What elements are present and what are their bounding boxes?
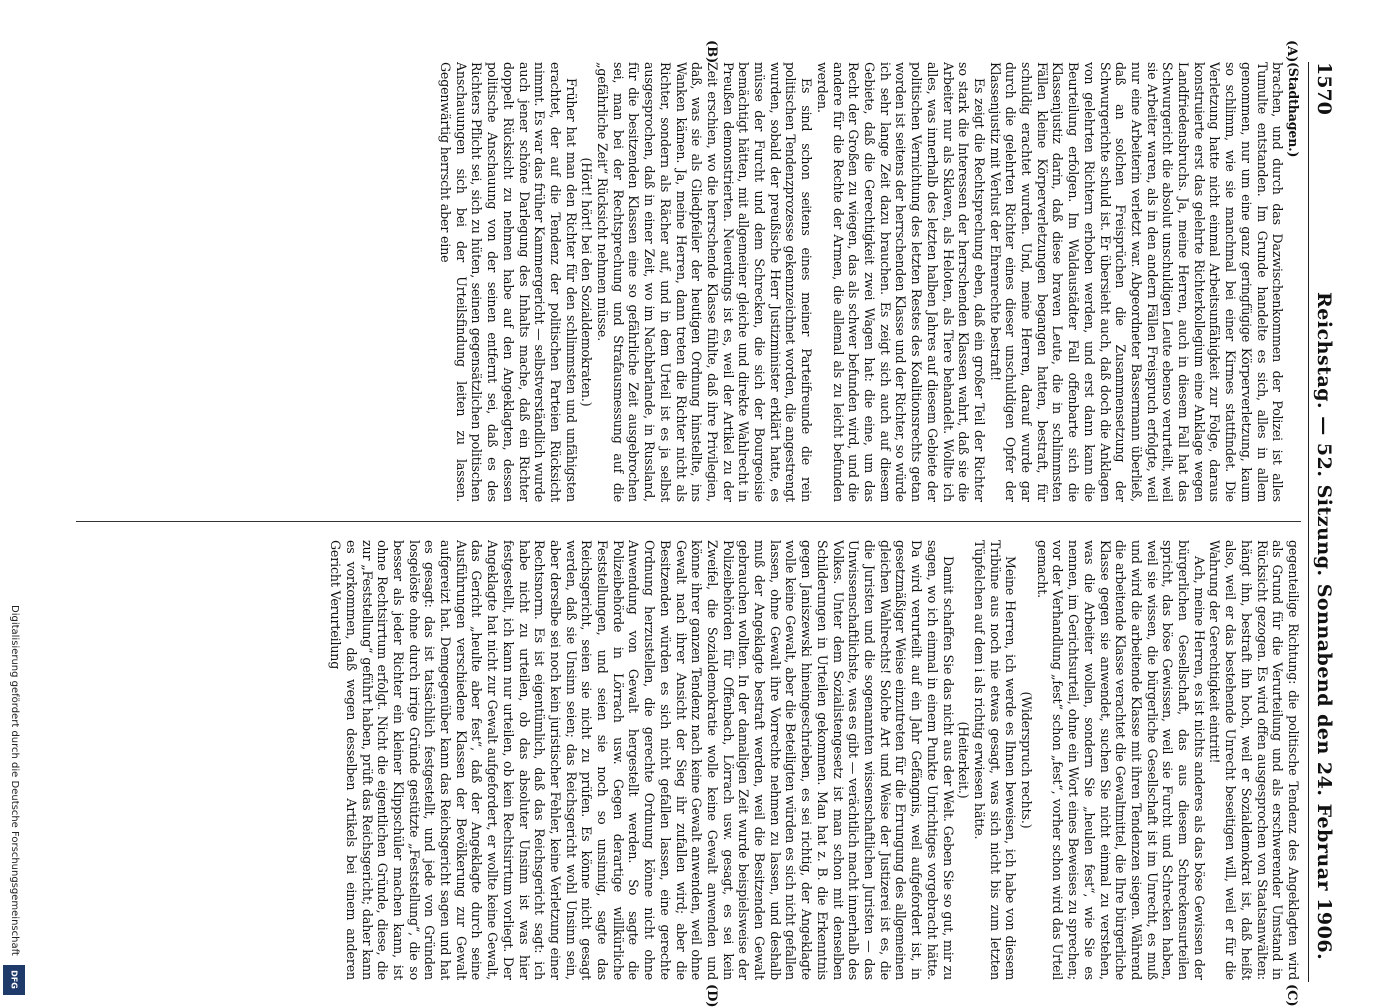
paragraph: Früher hat man den Richter für den schlimmsten und unfähigsten erachtet, der auf die Tendenz der politischen Parteien Rücksicht nimmt. Es war das früher Kammergericht — selbstverständlich wurde auch jener schöne Darlegung des Inhalts mache, daß ein Richter doppelt Rücksicht zu nehmen habe auf den Angeklagten, dessen politische Anschauung von der seinen entfernt sei, daß es des Richters Pflicht sei, sich zu hüten, seinen gegensätzlichen politischen Anschauungen sich bei der Urteilsfindung leiten zu lassen. Gegenwärtig herrscht aber eine [438, 62, 579, 502]
dfg-logo [3, 965, 25, 995]
paragraph: brachen, und durch das Dazwischenkommen der Polizei ist alles Tumulte entstanden. Im Grunde handelte es sich, alles in allem genommen, nur um eine ganz geringfügige Körperverletzung, kaum so schlimm, wie sie manchmal bei einer Kirmes stattfindet. Die Verletzung hatte nicht einmal Arbeitsunfähigkeit zur Folge, daraus konstruierte erst das gelehrte Richterkollegium eine Anklage wegen Landfriedensbruchs. Ja, meine Herren, auch in diesem Fall hat das Schwurgericht die absolut unschuldigen Leute ebenso verurteilt, weil sie Arbeiter waren, als in den andern Fällen Freispruch erfolgte, weil nur eine Arbeiterin verletzt war. Abgeordneter Bassermann überließ, daß an solchen Freisprüchen die Zusammensetzung der Schwurgerichte schuld ist. Er übersieht auch, daß doch die Anklagen von gelehrten Richtern erhoben werden, und erst dann kann die Beurteilung erfolgen. Im Waldaustädter Fall offenbarte sich die Klassenjustiz darin, daß diese braven Leute, die in schlimmsten Fällen kleine Körperverletzungen begangen hatten, bestraft, für schuldig erachtet wurden. Und, meine Herren, darauf wurde gar durch die gelehrten Richter eines dieser unschuldigen Opfer der Klassenjustiz mit Verlust der Ehrenrechte bestraft! [987, 62, 1286, 502]
credit-text: Digitalisierung gefördert durch die Deutsche Forschungsgemeinschaft [9, 605, 20, 956]
left-column [76, 62, 1301, 502]
right-column [76, 540, 1301, 980]
interjection: (Heiterkeit.) [956, 721, 972, 799]
margin-marker-d: (D) [704, 984, 719, 1008]
speaker-name: (Stadthagen.) [1286, 62, 1301, 158]
digitization-credit [8, 605, 22, 995]
interjection: (Widerspruch rechts.) [1019, 691, 1035, 829]
paragraph: gegenteilige Richtung: die politische Tendenz des Angeklagten wird als Grund für die Verurteilung und als erschwerender Umstand in Rücksicht gezogen. Es wird offen ausgesprochen von Staatsanwälten: hängt ihn, bestraft ihn hoch, weil er Sozialdemokrat ist, daß heißt also, weil er das bestehende Unrecht beseitigen will, weil er für die Wahrung der Gerechtigkeit eintritt! [1207, 540, 1301, 980]
document-page [71, 40, 1339, 1008]
paragraph: Es sind schon seitens eines meiner Parteifreunde die rein politischen Tendenzprozesse gekennzeichnet worden, die angestrengt wurden, sobald der preußische Herr Justizminister erklärt hatte, es müsse der Furcht und dem Schrecken, die sich der Bourgeoisie bemächtigt hätten, mit allgemeiner gleiche und direkte Wahlrecht in Preußen demonstrierten. Neuerdings ist es, weil der Artikel zu der Zeit erschien, wo die herrschende Klasse fühlte, daß ihre Privilegien, daß, was sie als Gliedpfeiler der heutigen Ordnung hinstellte, ins Wanken kämen. Ja, meine Herren, dann treten die Richter nicht als Richter, sondern als Rächer auf, und in dem Urteil ist es ja selbst ausgesprochen, daß in einer Zeit, wo im Nachbarlande, in Russland, für die besitzenden Klassen eine so gefährliche Zeit ausgebrochen sei, man bei der Rechtsprechung und Strafausmessung auf die „gefährliche Zeit“ Rücksicht nehmen müsse. [595, 62, 815, 502]
page-number: 1570 [1313, 62, 1335, 115]
margin-marker-c: (C) [1284, 984, 1299, 1007]
paragraph: Damit schaffen Sie das nicht aus der Welt. Geben Sie so gut, mir zu sagen, wo ich einmal in einem Punkte Unrichtiges vorgebracht hätte. Da wird verurteilt auf ein Jahr Gefängnis, weil aufgefordert ist, in gesetzmäßiger Weise einzutreten für die Errungung des allgemeinen gleichen Wahlrechts! Solche Art und Weise der Justizerei ist es, die die Juristen und die sogenannten wissenschaftlichen Juristen — das Unwissenschaftlichste, was es gibt — verächtlich macht innerhalb des Volkes. Unter dem Sozialistengesetz ist man schon mit denselben Schilderungen in Urteilen gekommen. Man hat z. B. die Erkenntnis gegen Janiszewski hineingeschrieben, es sei richtig, der Angeklagte wolle keine Gewalt, aber die Beteiligten würden es sich nicht gefallen lassen, ohne Gewalt ihre Vorrechte nehmen zu lassen, und deshalb muß der Angeklagte bestraft werden, weil die Besitzenden Gewalt gebrauchen wollten. In der damaligen Zeit wurde beispielsweise der Polizeibehörden für Offenbach, Lörrach usw. gesagt, es sei kein Zweifel, die Sozialdemokratie wolle keine Gewalt anwenden und könne ihrer ganzen Tendenz nach keine Gewalt anwenden, weil ohne Gewalt nach ihrer Ansicht der Sieg ihr zufallen wird; aber die Besitzenden würden es sich nicht gefallen lassen, eine gerechte Ordnung herzustellen, die gerechte Ordnung könne nicht ohne Anwendung von Gewalt hergestellt werden. So sagte die Polizeibehörde in Lörrach usw. Gegen derartige willkürliche Feststellungen, und seien sie noch so unsinnig, sagte das Reichsgericht, seien sie nicht zu prüfen. Es könne nicht gesagt werden, daß sie Unsinn seien; das Reichsgericht wohl Unsinn sein, aber derselbe sei noch kein juristischer Fehler, keine Verletzung einer Rechtsnorm. Es ist eigentümlich, daß das Reichsgericht sagt: ich habe nicht zu urteilen, ob das absoluter Unsinn ist was hier festgestellt, ich kann nur urteilen, ob kein Rechtsirrtum vorliegt. Der Angeklagte hat nicht zur Gewalt aufgefordert, er wollte keine Gewalt, das Gericht „heulte aber fest“, daß der Angeklagte durch seine Ausführungen verschiedene Klassen der Bevölkerung zur Gewalt aufgereizt hat. Demgegenüber kann das Reichsgericht sagen und hat es gesagt: das ist tatsächlich festgestellt, und jede von Gründen losgelöste ohne durch irrige Gründe gestützte „Feststellung“, die so besser als jeder Richter ein kleiner Klippschüler machen kann, ist ohne Rechtsirrtum erfolgt. Nicht die eigentlichen Gründe, diese, die zur „Feststellung“ geführt haben, prüft das Reichsgericht; daher kann es vorkommen, daß wegen desselben Artikels bei einem anderen Gericht Verurteilung [328, 540, 956, 980]
paragraph: Meine Herren, ich werde es Ihnen beweisen, ich habe von diesem Tribüne aus noch nie etwas gesagt, was sich nicht bis zum letzten Tüpfelchen auf dem i als richtig erwiesen hätte. [971, 540, 1019, 980]
column-divider [76, 521, 1301, 522]
paragraph: Ach, meine Herren, es ist nichts anderes als das böse Gewissen der bürgerlichen Gesellschaft, das aus diesem Schreckensurteilen spricht, das böse Gewissen, weil sie Furcht und Schrecken haben, weil sie wissen, die bürgerliche Gesellschaft ist im Unrecht, es muß und wird die arbeitende Klasse mit ihren Tendenzen siegen. Während die arbeitende Klasse verachtet die Gewaltmittel, die Ihre bürgerliche Klasse gegen sie anwendet, suchen Sie nicht einmal zu verstehen, was die Arbeiter wollen, sondern Sie „heulen fest“, wie Sie es nennen, im Gerichtsurteil, ohne ein Wort eines Beweises zu sprechen; vor der Verhandlung „fest“ schon „fest“, vorher schon wird das Urteil gemacht. [1034, 540, 1207, 980]
margin-marker-b: (B) [704, 40, 719, 64]
dfg-logo-text: DFG [9, 970, 19, 989]
interjection: (Hört! hört! bei den Sozialdemokraten.) [579, 157, 595, 407]
page-header [1308, 62, 1339, 982]
page-title: Reichstag. — 52. Sitzung. Sonnabend den 24. Februar 1906. [1313, 292, 1335, 961]
paragraph: Es zeigt die Rechtsprechung eben, daß ein großer Teil der Richter so stark die Interessen der herrschenden Klassen wahrt, daß sie die Arbeiter nur als Sklaven, als Heloten, als Tiere behandelt. Wollte ich alles, was innerhalb des letzten halben Jahres auf diesem Gebiete der politischen Vernichtung des letzten Restes des Koalitionsrechts getan worden ist seitens der herrschenden Klasse und der Richter, so würde ich sehr lange Zeit dazu brauchen. Es zeigt sich auch auf diesem Gebiete, daß die Gerechtigkeit zwei Wagen hat: die eine, um das Recht der Großen zu wiegen, das als schwer befunden wird, und die andere für die Rechte der Armen, die allemal als zu leicht befunden werden. [814, 62, 987, 502]
margin-marker-a: (A) [1284, 40, 1299, 63]
